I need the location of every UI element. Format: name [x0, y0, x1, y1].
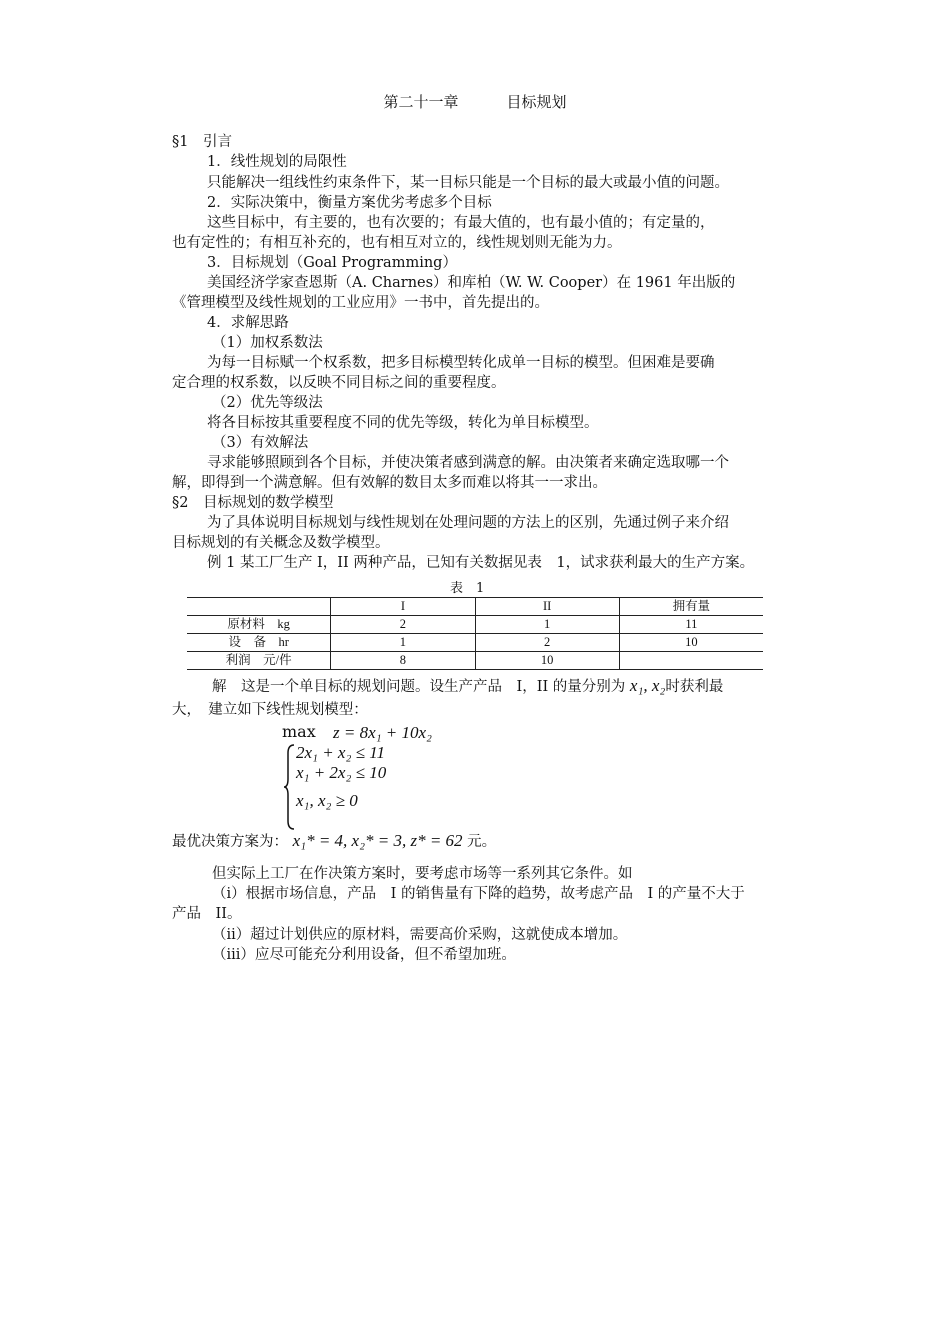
point-1-text: 只能解决一组线性约束条件下，某一目标只能是一个目标的最大或最小值的问题。 [207, 175, 729, 191]
model-constraint-3: x₁, x₂ ≥ 0 [296, 791, 358, 810]
solution-variables: x₁, x₂ [629, 676, 666, 695]
method-1-title: （1）加权系数法 [212, 335, 323, 351]
constraint-brace-icon [282, 743, 296, 831]
table-cell: 11 [619, 616, 763, 634]
method-3-text-line2: 解，即得到一个满意解。但有效解的数目太多而难以将其一一求出。 [172, 475, 607, 491]
optimal-unit: 元。 [467, 834, 497, 850]
optimal-solution-line [172, 831, 496, 852]
method-2-title: （2）优先等级法 [212, 395, 323, 411]
table-cell: 2 [475, 634, 619, 652]
point-3-text-line2: 《管理模型及线性规划的工业应用》一书中，首先提出的。 [172, 295, 549, 311]
point-3-title: 3．目标规划（Goal Programming） [207, 255, 457, 271]
point-3-text-line1: 美国经济学家查恩斯（A. Charnes）和库柏（W. W. Cooper）在 1961 年出版的 [207, 275, 736, 291]
table-cell: 1 [475, 616, 619, 634]
table-cell: 2 [331, 616, 475, 634]
solution-text-end: 时获利最 [665, 679, 724, 695]
section-2-heading: §2 目标规划的数学模型 [172, 495, 334, 511]
table-header-cell: II [475, 598, 619, 616]
model-max-label: max [282, 722, 316, 741]
example-1-text: 例 1 某工厂生产 I，II 两种产品，已知有关数据见表 1，试求获利最大的生产方案。 [207, 555, 755, 571]
table-cell [619, 652, 763, 670]
solution-line1 [212, 676, 723, 697]
table-cell: 8 [331, 652, 475, 670]
point-2-text-line1: 这些目标中，有主要的，也有次要的；有最大值的，也有最小值的；有定量的， [207, 215, 715, 231]
table-header-cell [187, 598, 331, 616]
method-2-text: 将各目标按其重要程度不同的优先等级，转化为单目标模型。 [207, 415, 599, 431]
solution-text: 解 这是一个单目标的规划问题。设生产产品 I，II 的量分别为 [212, 679, 626, 695]
condition-2: （ii）超过计划供应的原材料，需要高价采购，这就使成本增加。 [212, 927, 628, 943]
condition-1-line2: 产品 II。 [172, 906, 242, 922]
table-row [187, 616, 763, 634]
section-2-intro-line1: 为了具体说明目标规划与线性规划在处理问题的方法上的区别，先通过例子来介绍 [207, 515, 729, 531]
chapter-number: 第二十一章 [383, 93, 459, 111]
table-cell: 原材料 kg [187, 616, 331, 634]
method-1-text-line2: 定合理的权系数，以反映不同目标之间的重要程度。 [172, 375, 506, 391]
table-cell: 利润 元/件 [187, 652, 331, 670]
model-constraint-1: 2x₁ + x₂ ≤ 11 [296, 743, 385, 762]
table-cell: 10 [619, 634, 763, 652]
table-cell: 1 [331, 634, 475, 652]
table-row [187, 634, 763, 652]
optimal-value: x₁* = 4, x₂* = 3, z* = 62 [292, 831, 463, 850]
chapter-name: 目标规划 [506, 93, 567, 111]
condition-1-line1: （i）根据市场信息，产品 I 的销售量有下降的趋势，故考虑产品 I 的产量不大于 [212, 886, 745, 902]
optimal-label: 最优决策方案为： [172, 834, 288, 850]
point-2-text-line2: 也有定性的；有相互补充的，也有相互对立的，线性规划则无能为力。 [172, 235, 622, 251]
table-header-row [187, 598, 763, 616]
table-row [187, 652, 763, 670]
method-1-text-line1: 为每一目标赋一个权系数，把多目标模型转化成单一目标的模型。但困难是要确 [207, 355, 715, 371]
method-3-text-line1: 寻求能够照顾到各个目标，并使决策者感到满意的解。由决策者来确定选取哪一个 [207, 455, 729, 471]
table-header-cell: 拥有量 [619, 598, 763, 616]
chapter-title [0, 92, 950, 112]
condition-3: （iii）应尽可能充分利用设备，但不希望加班。 [212, 947, 516, 963]
table-cell: 设 备 hr [187, 634, 331, 652]
table-caption: 表 1 [450, 581, 485, 596]
method-3-title: （3）有效解法 [212, 435, 309, 451]
section-1-heading: §1 引言 [172, 134, 232, 150]
table-header-cell: I [331, 598, 475, 616]
model-constraint-2: x₁ + 2x₂ ≤ 10 [296, 763, 387, 782]
point-1-title: 1．线性规划的局限性 [207, 154, 347, 170]
section-2-intro-line2: 目标规划的有关概念及数学模型。 [172, 535, 390, 551]
point-4-title: 4．求解思路 [207, 315, 289, 331]
model-objective: z = 8x₁ + 10x₂ [333, 723, 432, 742]
data-table [187, 597, 763, 670]
point-2-title: 2．实际决策中，衡量方案优劣考虑多个目标 [207, 195, 492, 211]
table-cell: 10 [475, 652, 619, 670]
solution-line2: 大， 建立如下线性规划模型： [172, 702, 368, 718]
later-conditions-intro: 但实际上工厂在作决策方案时，要考虑市场等一系列其它条件。如 [212, 866, 633, 882]
